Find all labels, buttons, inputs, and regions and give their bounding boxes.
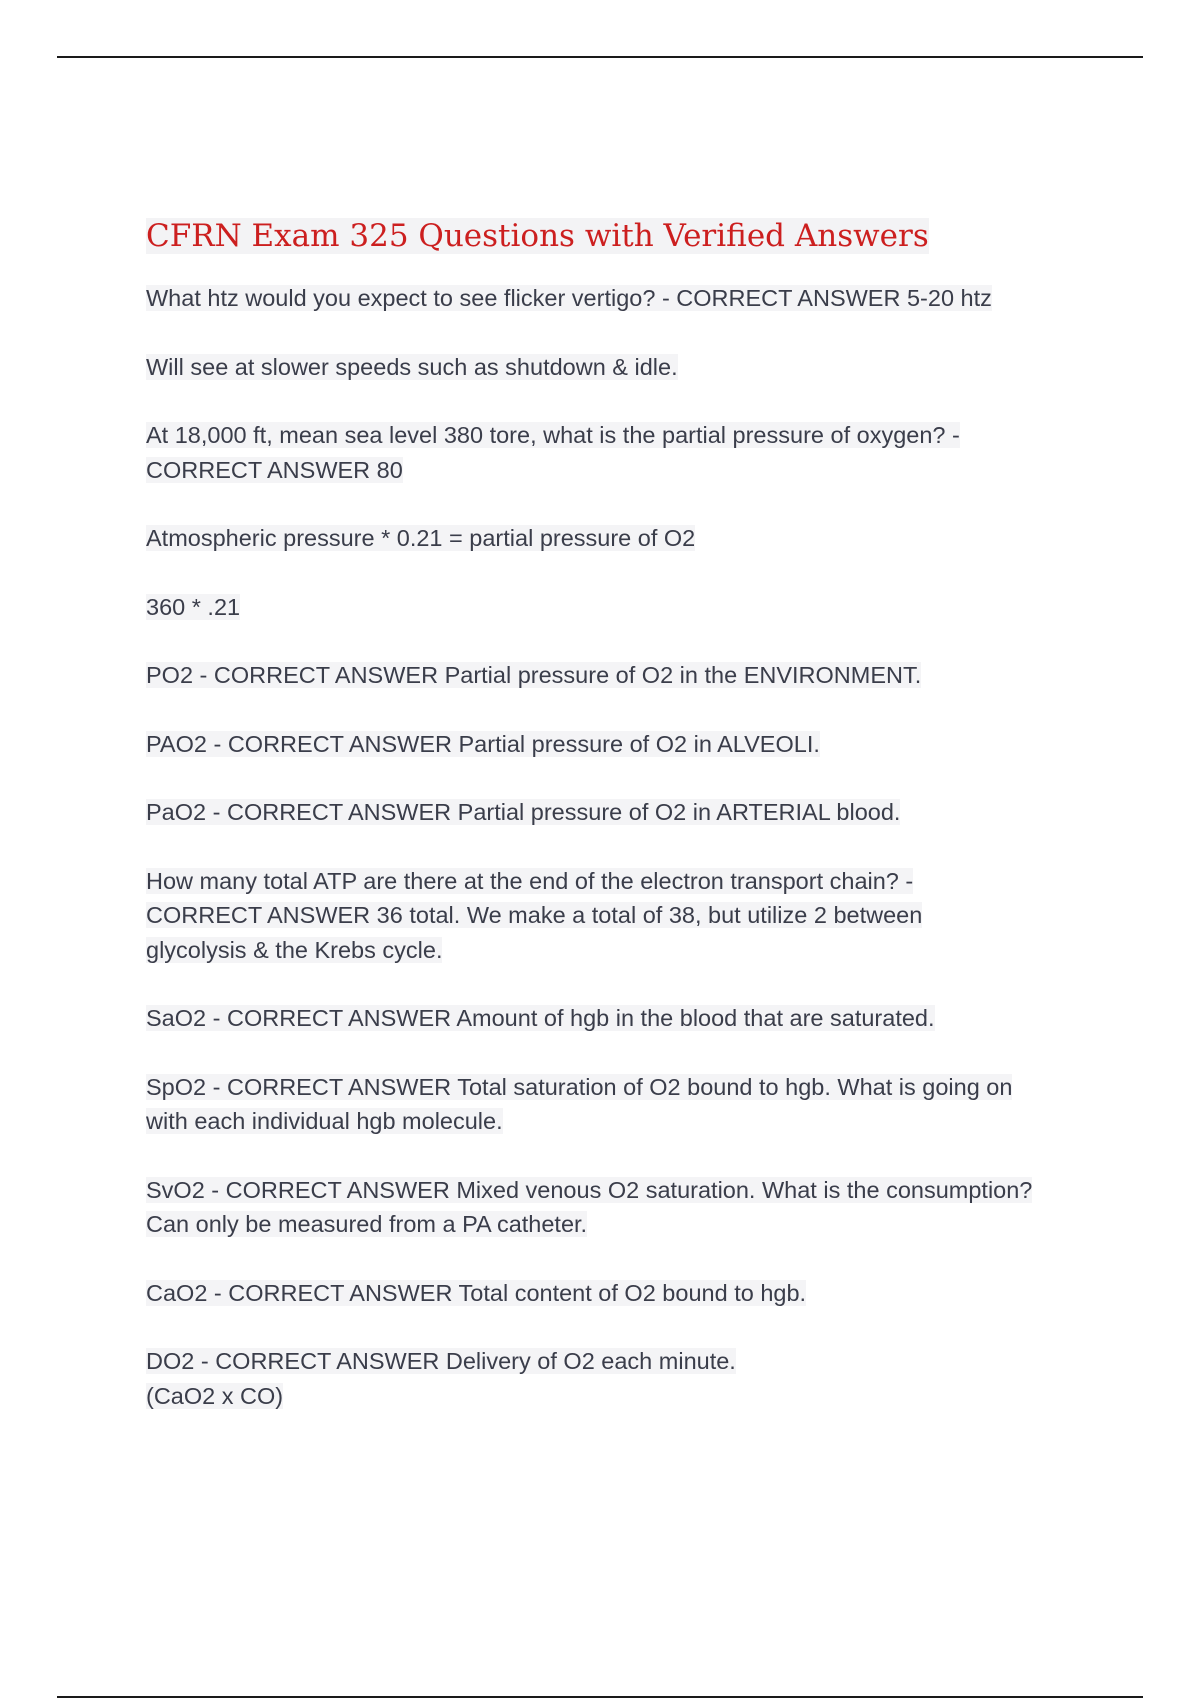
paragraph-line: with each individual hgb molecule. [146, 1108, 503, 1134]
paragraph-line: SaO2 - CORRECT ANSWER Amount of hgb in the blood that are saturated. [146, 1005, 935, 1031]
paragraph-line: Will see at slower speeds such as shutdown & idle. [146, 353, 678, 380]
qa-paragraph [146, 1173, 1096, 1242]
qa-paragraph [146, 1001, 1096, 1036]
document-title: CFRN Exam 325 Questions with Verified Answers [146, 218, 929, 254]
qa-paragraph [146, 727, 1096, 762]
qa-paragraph [146, 350, 1096, 385]
document-body [146, 212, 1096, 1447]
qa-paragraph [146, 418, 1096, 487]
qa-paragraph [146, 864, 1096, 968]
qa-paragraph [146, 521, 1096, 556]
paragraph-line: 360 * .21 [146, 593, 241, 620]
paragraph-line: Atmospheric pressure * 0.21 = partial pressure of O2 [146, 525, 696, 551]
paragraph-line: At 18,000 ft, mean sea level 380 tore, what is the partial pressure of oxygen? - [146, 422, 960, 448]
paragraph-line: PaO2 - CORRECT ANSWER Partial pressure of O2 in ARTERIAL blood. [146, 799, 901, 825]
qa-paragraph [146, 1070, 1096, 1139]
footer-rule [57, 1696, 1143, 1698]
paragraph-line: DO2 - CORRECT ANSWER Delivery of O2 each minute. [146, 1348, 736, 1374]
paragraph-line: SvO2 - CORRECT ANSWER Mixed venous O2 saturation. What is the consumption? [146, 1176, 1033, 1203]
paragraph-line: How many total ATP are there at the end of the electron transport chain? - [146, 867, 914, 894]
qa-paragraph [146, 1276, 1096, 1311]
paragraph-line: CORRECT ANSWER 80 [146, 456, 403, 483]
paragraph-line: CaO2 - CORRECT ANSWER Total content of O2 bound to hgb. [146, 1279, 807, 1306]
header-rule [57, 56, 1143, 58]
paragraph-line: PO2 - CORRECT ANSWER Partial pressure of O2 in the ENVIRONMENT. [146, 662, 922, 688]
qa-paragraph [146, 1344, 1096, 1413]
paragraph-line: CORRECT ANSWER 36 total. We make a total of 38, but utilize 2 between [146, 902, 923, 928]
qa-paragraph [146, 281, 1096, 316]
title-block [146, 212, 1096, 260]
paragraph-line: What htz would you expect to see flicker vertigo? - CORRECT ANSWER 5-20 htz [146, 285, 992, 311]
qa-paragraph [146, 590, 1096, 625]
qa-paragraph [146, 795, 1096, 830]
qa-paragraph [146, 658, 1096, 693]
paragraph-line: glycolysis & the Krebs cycle. [146, 936, 443, 963]
paragraph-line: SpO2 - CORRECT ANSWER Total saturation of O2 bound to hgb. What is going on [146, 1073, 1013, 1100]
paragraph-line: PAO2 - CORRECT ANSWER Partial pressure of O2 in ALVEOLI. [146, 730, 820, 757]
paragraph-line: (CaO2 x CO) [146, 1382, 284, 1409]
paragraph-line: Can only be measured from a PA catheter. [146, 1211, 588, 1237]
